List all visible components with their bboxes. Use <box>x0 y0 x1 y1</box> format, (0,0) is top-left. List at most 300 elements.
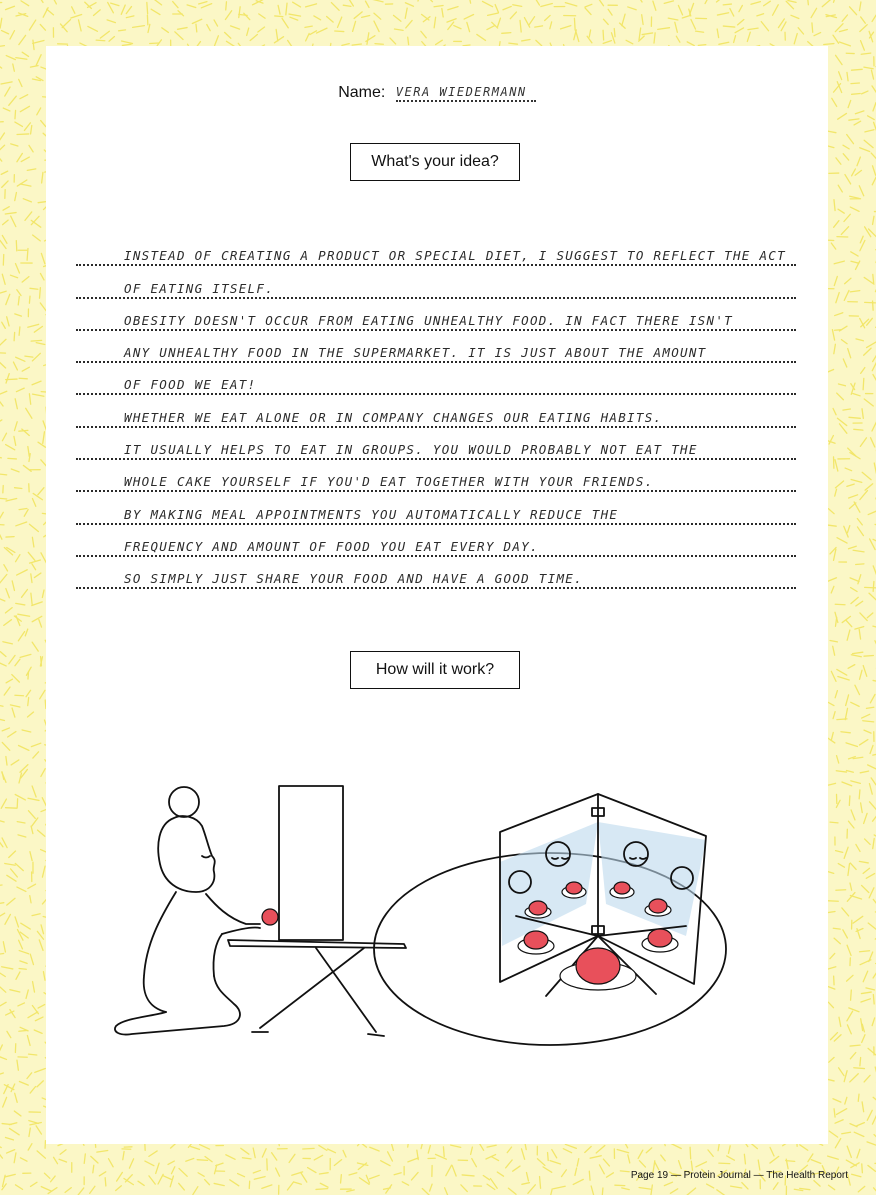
pattern-tick <box>109 37 114 42</box>
pattern-tick <box>868 116 875 120</box>
pattern-tick <box>467 22 470 31</box>
pattern-tick <box>0 598 5 601</box>
pattern-tick <box>32 602 42 606</box>
pattern-tick <box>331 3 339 11</box>
pattern-tick <box>794 1189 802 1190</box>
pattern-tick <box>833 928 840 929</box>
pattern-tick <box>462 1175 474 1176</box>
pattern-tick <box>7 898 15 905</box>
pattern-tick <box>5 1137 13 1139</box>
pattern-tick <box>747 32 750 41</box>
pattern-tick <box>606 1173 613 1177</box>
pattern-tick <box>851 702 859 706</box>
pattern-tick <box>27 1073 32 1079</box>
pattern-tick <box>375 44 383 45</box>
pattern-tick <box>748 28 758 30</box>
pattern-tick <box>258 27 265 32</box>
pattern-tick <box>30 852 32 861</box>
pattern-tick <box>25 356 33 357</box>
pattern-tick <box>0 719 4 721</box>
pattern-tick <box>347 1190 354 1192</box>
pattern-tick <box>201 4 211 8</box>
pattern-tick <box>31 126 32 134</box>
pattern-tick <box>846 695 849 706</box>
pattern-tick <box>838 384 845 386</box>
pattern-tick <box>19 940 23 949</box>
pattern-tick <box>829 1131 837 1137</box>
pattern-tick <box>15 659 20 666</box>
pattern-tick <box>834 344 836 354</box>
pattern-tick <box>691 1161 692 1170</box>
pattern-tick <box>642 33 653 35</box>
pattern-tick <box>843 154 848 160</box>
pattern-tick <box>442 8 443 16</box>
pattern-tick <box>868 1048 876 1055</box>
pattern-tick <box>26 408 32 418</box>
pattern-tick <box>855 685 860 694</box>
pattern-tick <box>835 617 836 626</box>
pattern-tick <box>6 679 12 683</box>
pattern-tick <box>289 1154 295 1162</box>
pattern-tick <box>727 1156 735 1160</box>
pattern-tick <box>687 42 694 46</box>
pattern-tick <box>21 1 29 6</box>
pattern-tick <box>828 1156 839 1159</box>
pattern-tick <box>29 1054 37 1055</box>
pattern-tick <box>15 1185 22 1190</box>
pattern-tick <box>16 388 24 392</box>
pattern-tick <box>65 1188 71 1193</box>
pattern-tick <box>30 1087 35 1094</box>
pattern-tick <box>864 1075 870 1082</box>
pattern-tick <box>341 1175 342 1183</box>
pattern-tick <box>7 317 9 326</box>
pattern-tick <box>734 36 736 43</box>
pattern-tick <box>717 0 725 2</box>
pattern-tick <box>862 1035 865 1043</box>
pattern-tick <box>12 581 14 591</box>
pattern-tick <box>40 690 45 699</box>
pattern-tick <box>548 1152 549 1160</box>
pattern-tick <box>0 819 4 822</box>
pattern-tick <box>15 488 22 489</box>
pattern-tick <box>728 1146 730 1154</box>
pattern-tick <box>861 53 871 54</box>
pattern-tick <box>38 830 45 836</box>
pattern-tick <box>241 1148 249 1154</box>
pattern-tick <box>638 0 642 2</box>
pattern-tick <box>0 2 2 3</box>
pattern-tick <box>319 1173 328 1174</box>
pattern-tick <box>837 538 847 543</box>
pattern-tick <box>6 499 17 501</box>
pattern-tick <box>836 293 839 303</box>
pattern-tick <box>334 1160 341 1166</box>
pattern-tick <box>491 1157 498 1161</box>
pattern-tick <box>320 1183 328 1187</box>
pattern-tick <box>372 0 383 2</box>
pattern-tick <box>835 604 845 605</box>
pattern-tick <box>3 942 5 952</box>
pattern-tick <box>860 491 868 500</box>
pattern-tick <box>862 472 871 479</box>
pattern-tick <box>738 20 744 25</box>
pattern-tick <box>374 21 379 31</box>
pattern-tick <box>837 393 844 400</box>
pattern-tick <box>869 31 873 41</box>
pattern-tick <box>88 26 98 31</box>
pattern-tick <box>864 348 871 355</box>
pattern-tick <box>32 818 38 826</box>
pattern-tick <box>162 28 169 33</box>
pattern-tick <box>32 616 42 621</box>
pattern-tick <box>366 1175 369 1183</box>
pattern-tick <box>848 100 851 107</box>
pattern-tick <box>0 1045 2 1054</box>
pattern-tick <box>852 94 861 95</box>
pattern-tick <box>577 1159 579 1166</box>
pattern-tick <box>16 972 20 979</box>
pattern-tick <box>335 31 344 32</box>
pattern-tick <box>0 512 3 522</box>
pattern-tick <box>22 277 29 283</box>
pattern-tick <box>862 1164 863 1173</box>
pattern-tick <box>381 1161 390 1166</box>
pattern-tick <box>589 30 590 37</box>
pattern-tick <box>32 642 38 651</box>
answer-text: BY MAKING MEAL APPOINTMENTS YOU AUTOMATICALLY REDUCE THE <box>124 506 619 522</box>
pattern-tick <box>858 1186 865 1191</box>
pattern-tick <box>365 1 369 7</box>
pattern-tick <box>31 593 32 604</box>
pattern-tick <box>513 1166 520 1171</box>
pattern-tick <box>122 41 133 44</box>
pattern-tick <box>770 1156 779 1163</box>
pattern-tick <box>477 34 486 40</box>
pattern-tick <box>843 409 850 410</box>
pattern-tick <box>831 732 833 739</box>
pattern-tick <box>59 1159 66 1162</box>
pattern-tick <box>859 2 860 11</box>
pattern-tick <box>38 1005 45 1008</box>
pattern-tick <box>21 157 29 161</box>
pattern-tick <box>814 33 821 36</box>
pattern-tick <box>833 408 836 414</box>
pattern-tick <box>422 1189 430 1195</box>
pattern-tick <box>259 14 265 18</box>
pattern-tick <box>247 28 249 35</box>
pattern-tick <box>642 15 643 25</box>
pattern-tick <box>6 589 10 598</box>
pattern-tick <box>851 252 858 256</box>
pattern-tick <box>839 1017 841 1026</box>
pattern-tick <box>18 614 30 616</box>
pattern-tick <box>294 1182 302 1184</box>
pattern-tick <box>857 1149 860 1158</box>
pattern-tick <box>186 1158 194 1161</box>
pattern-tick <box>848 864 850 876</box>
pattern-tick <box>6 379 17 380</box>
pattern-tick <box>28 1144 32 1150</box>
pattern-tick <box>844 847 848 858</box>
pattern-tick <box>638 1150 643 1158</box>
pattern-tick <box>15 122 22 126</box>
pattern-tick <box>14 1111 21 1116</box>
pattern-tick <box>434 6 443 7</box>
pattern-tick <box>328 1149 336 1153</box>
pattern-tick <box>37 1081 43 1087</box>
pattern-tick <box>31 1182 37 1186</box>
answer-text: INSTEAD OF CREATING A PRODUCT OR SPECIAL DIET, I SUGGEST TO REFLECT THE ACT <box>124 248 786 264</box>
pattern-tick <box>751 2 760 5</box>
pattern-tick <box>5 213 16 214</box>
pattern-tick <box>147 2 148 13</box>
pattern-tick <box>850 883 852 890</box>
pattern-tick <box>845 468 852 471</box>
pattern-tick <box>38 202 45 203</box>
pattern-tick <box>834 200 835 211</box>
pattern-tick <box>868 765 876 770</box>
pattern-tick <box>860 438 866 447</box>
pattern-tick <box>857 527 863 536</box>
pattern-tick <box>6 757 7 766</box>
pattern-tick <box>850 7 857 15</box>
pattern-tick <box>17 570 28 575</box>
pattern-tick <box>552 1150 557 1158</box>
pattern-tick <box>864 813 867 823</box>
pattern-tick <box>851 83 859 84</box>
pattern-tick <box>447 19 456 22</box>
pattern-tick <box>845 278 851 284</box>
pattern-tick <box>847 526 849 533</box>
pattern-tick <box>443 1147 444 1157</box>
pattern-tick <box>145 1161 154 1166</box>
pattern-tick <box>833 712 835 719</box>
pattern-tick <box>598 0 603 6</box>
pattern-tick <box>835 1139 840 1148</box>
food-bowl-icon <box>262 909 278 925</box>
pattern-tick <box>40 288 41 299</box>
pattern-tick <box>430 1184 433 1191</box>
pattern-tick <box>707 1184 714 1188</box>
pattern-tick <box>31 340 42 341</box>
pattern-tick <box>317 28 327 33</box>
pattern-tick <box>853 394 860 396</box>
pattern-tick <box>22 52 28 56</box>
pattern-tick <box>191 1147 200 1150</box>
pattern-tick <box>38 442 45 447</box>
pattern-tick <box>846 743 857 747</box>
pattern-tick <box>849 119 859 120</box>
pattern-tick <box>764 1 771 6</box>
pattern-tick <box>26 990 28 998</box>
pattern-tick <box>855 170 861 175</box>
pattern-tick <box>4 687 10 695</box>
pattern-tick <box>178 28 188 30</box>
pattern-tick <box>41 253 44 263</box>
pattern-tick <box>682 15 690 18</box>
idea-heading: What's your idea? <box>371 153 499 170</box>
pattern-tick <box>23 465 31 471</box>
pattern-tick <box>32 353 40 361</box>
pattern-tick <box>848 349 851 358</box>
pattern-tick <box>837 418 846 425</box>
pattern-tick <box>30 954 33 964</box>
pattern-tick <box>856 844 860 851</box>
pattern-tick <box>847 135 854 144</box>
pattern-tick <box>675 22 678 32</box>
pattern-tick <box>873 814 876 821</box>
pattern-tick <box>847 1025 851 1034</box>
pattern-tick <box>540 1177 541 1189</box>
pattern-tick <box>2 728 9 731</box>
pattern-tick <box>628 1155 630 1163</box>
pattern-tick <box>111 3 119 6</box>
pattern-tick <box>847 1011 853 1021</box>
pattern-tick <box>866 707 873 708</box>
pattern-tick <box>744 1154 745 1164</box>
pattern-tick <box>19 35 26 44</box>
pattern-tick <box>831 586 834 593</box>
pattern-tick <box>871 778 876 785</box>
pattern-tick <box>628 7 636 10</box>
pattern-tick <box>42 590 44 597</box>
pattern-tick <box>1 82 12 84</box>
pattern-tick <box>390 38 396 44</box>
pattern-tick <box>79 20 82 31</box>
pattern-tick <box>863 868 869 873</box>
pattern-tick <box>408 37 409 44</box>
pattern-tick <box>863 378 864 389</box>
pattern-tick <box>422 14 429 20</box>
pattern-tick <box>370 1175 380 1178</box>
pattern-tick <box>0 498 7 499</box>
pattern-tick <box>305 26 312 27</box>
pattern-tick <box>847 945 851 955</box>
pattern-tick <box>847 1146 851 1157</box>
pattern-tick <box>301 1172 307 1182</box>
pattern-tick <box>0 361 6 368</box>
pattern-tick <box>7 1150 15 1153</box>
pattern-tick <box>865 587 876 588</box>
pattern-tick <box>6 374 9 383</box>
pattern-tick <box>93 1165 94 1173</box>
pattern-tick <box>848 665 855 669</box>
pattern-tick <box>33 40 34 49</box>
pattern-tick <box>858 575 861 584</box>
pattern-tick <box>626 40 633 43</box>
pattern-tick <box>869 888 874 898</box>
pattern-tick <box>862 714 870 718</box>
pattern-tick <box>857 519 862 525</box>
pattern-tick <box>471 1147 473 1154</box>
pattern-tick <box>9 96 16 105</box>
pattern-tick <box>853 550 864 552</box>
pattern-tick <box>42 866 45 877</box>
pattern-tick <box>0 155 2 161</box>
pattern-tick <box>2 772 6 782</box>
pattern-tick <box>786 1161 795 1162</box>
pattern-tick <box>719 42 729 44</box>
pattern-tick <box>670 1189 677 1194</box>
pattern-tick <box>20 106 29 111</box>
pattern-tick <box>498 18 501 26</box>
pattern-tick <box>502 33 511 34</box>
pattern-tick <box>522 1183 530 1185</box>
pattern-tick <box>562 1170 567 1177</box>
pattern-tick <box>0 903 4 904</box>
pattern-tick <box>541 3 552 6</box>
pattern-tick <box>829 1057 834 1062</box>
pattern-tick <box>28 672 29 679</box>
pattern-tick <box>842 908 849 916</box>
pattern-tick <box>814 1181 820 1187</box>
pattern-tick <box>0 953 4 954</box>
answer-text: IT USUALLY HELPS TO EAT IN GROUPS. YOU WOULD PROBABLY NOT EAT THE <box>124 442 698 458</box>
pattern-tick <box>16 603 25 605</box>
pattern-tick <box>3 108 10 111</box>
pattern-tick <box>786 1 793 9</box>
pattern-tick <box>723 26 734 27</box>
pattern-tick <box>402 1182 408 1185</box>
pattern-tick <box>0 913 5 917</box>
pattern-tick <box>522 39 530 40</box>
pattern-tick <box>34 326 42 332</box>
pattern-tick <box>807 0 808 5</box>
pattern-tick <box>526 1173 528 1181</box>
pattern-tick <box>870 745 873 753</box>
pattern-tick <box>845 708 847 719</box>
pattern-tick <box>865 130 874 132</box>
pattern-tick <box>353 21 356 31</box>
pattern-tick <box>850 291 860 292</box>
pattern-tick <box>856 601 863 606</box>
pattern-tick <box>859 861 868 863</box>
pattern-tick <box>448 7 458 10</box>
pattern-tick <box>36 1126 41 1134</box>
answer-text: WHETHER WE EAT ALONE OR IN COMPANY CHANGES OUR EATING HABITS. <box>124 409 663 425</box>
pattern-tick <box>41 656 42 665</box>
pattern-tick <box>830 822 838 823</box>
pattern-tick <box>91 1156 98 1163</box>
pattern-tick <box>16 616 20 626</box>
pattern-tick <box>293 2 301 7</box>
pattern-tick <box>832 330 834 340</box>
pattern-tick <box>839 30 847 32</box>
pattern-tick <box>603 1159 609 1166</box>
pattern-tick <box>850 453 860 459</box>
pattern-tick <box>42 172 43 183</box>
pattern-tick <box>837 669 847 675</box>
pattern-tick <box>9 851 16 857</box>
name-label: Name: <box>338 84 386 101</box>
pattern-tick <box>37 1151 45 1158</box>
pattern-tick <box>88 3 97 8</box>
pattern-tick <box>156 1163 159 1173</box>
pattern-tick <box>367 33 369 45</box>
pattern-tick <box>316 1189 328 1190</box>
pattern-tick <box>506 1160 512 1168</box>
pattern-tick <box>850 1074 858 1082</box>
pattern-tick <box>536 40 542 45</box>
pattern-tick <box>853 652 863 653</box>
pattern-tick <box>617 1150 628 1153</box>
pattern-tick <box>244 13 250 19</box>
pattern-tick <box>1 171 8 174</box>
pattern-tick <box>15 794 25 799</box>
pattern-tick <box>205 1157 212 1162</box>
pattern-tick <box>200 1145 210 1150</box>
